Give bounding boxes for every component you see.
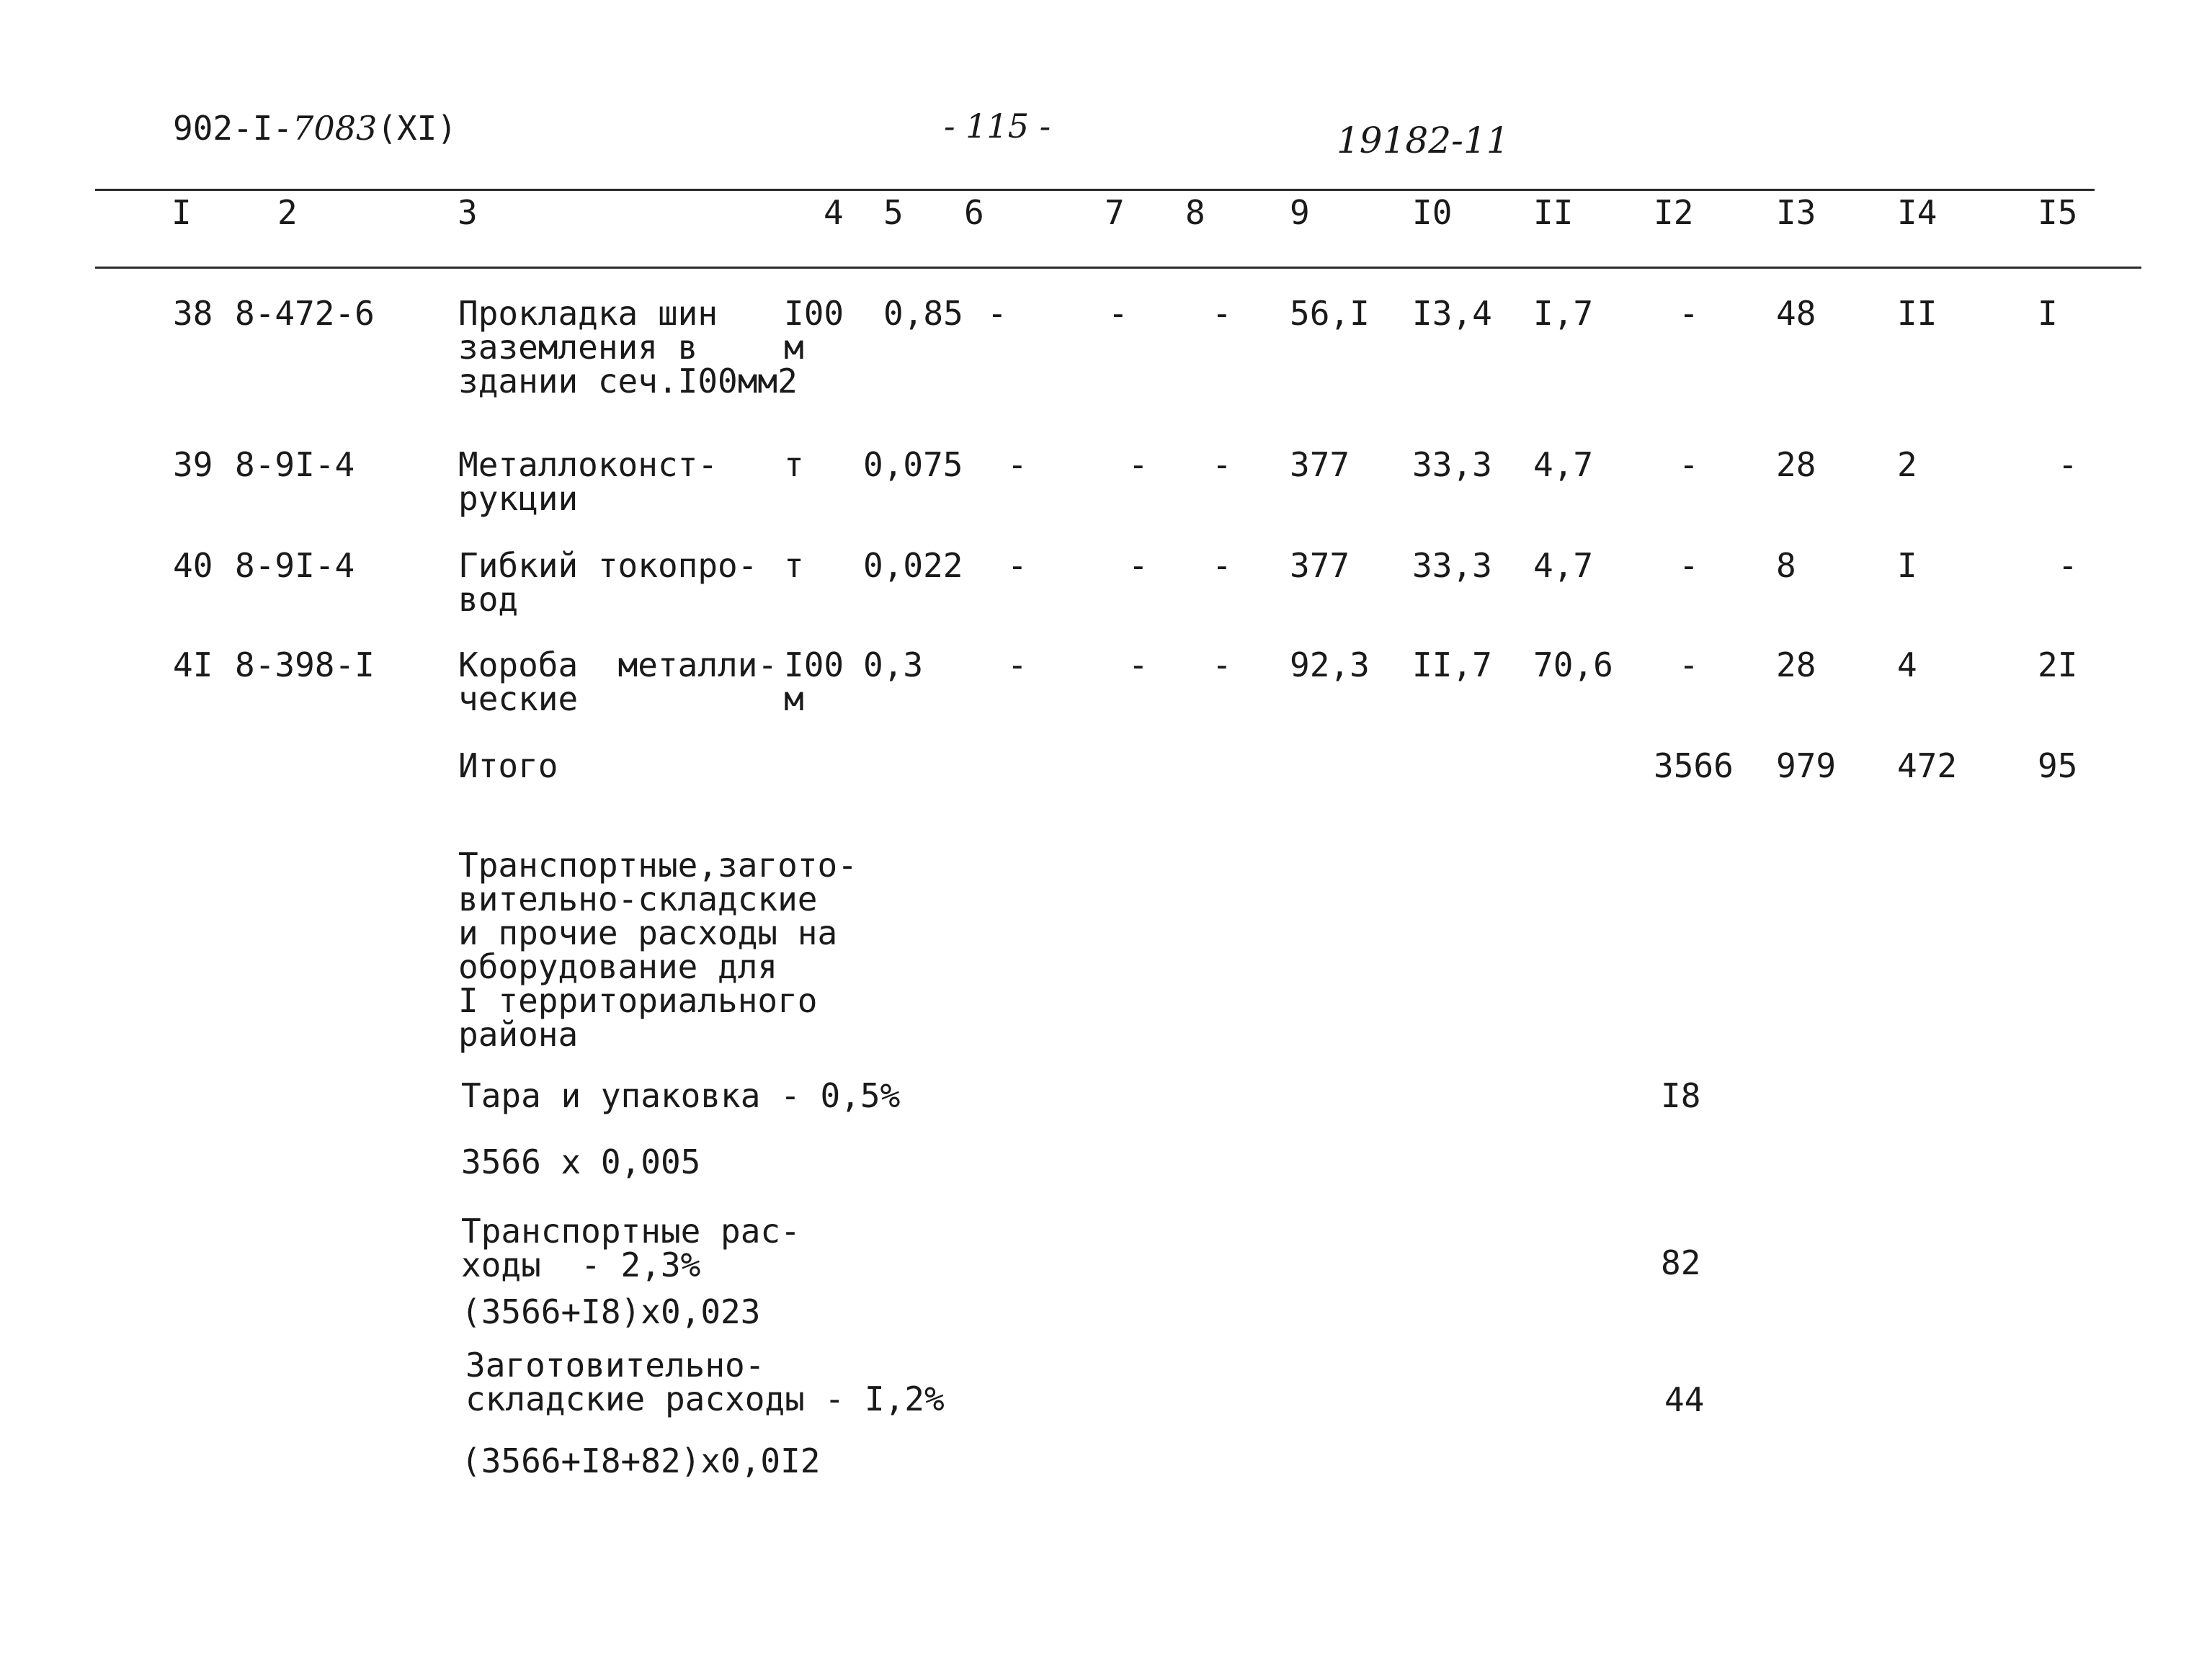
row-col11: I,7 (1533, 294, 1594, 333)
row-unit: т (784, 445, 804, 484)
tara-formula: 3566 x 0,005 (461, 1142, 701, 1181)
col-header-2: 2 (277, 193, 298, 232)
storage-value: 44 (1664, 1380, 1705, 1419)
inventory-number: 19182-11 (1337, 120, 1509, 161)
storage-formula: (3566+I8+82)x0,0I2 (461, 1441, 821, 1480)
row-col9: 377 (1290, 445, 1350, 484)
row-col13: 28 (1776, 645, 1816, 684)
row-col13: 28 (1776, 445, 1816, 484)
row-col6: - (1007, 445, 1027, 484)
col-header-9: 9 (1290, 193, 1310, 232)
row-name: Прокладка шин заземления в здании сеч.I00мм2 (458, 294, 798, 401)
col-header-4: 4 (824, 193, 844, 232)
row-col11: 4,7 (1533, 546, 1594, 585)
total-col13: 979 (1776, 746, 1837, 785)
storage-label: Заготовительно- складские расходы - I,2% (465, 1346, 945, 1418)
row-number: 4I (173, 645, 213, 684)
col-header-12: I2 (1654, 193, 1694, 232)
row-col6: - (987, 294, 1007, 333)
row-col14: II (1897, 294, 1937, 333)
row-col12: - (1679, 294, 1699, 333)
row-col7: - (1108, 294, 1128, 333)
row-col14: 2 (1897, 445, 1917, 484)
col-header-1: I (171, 193, 192, 232)
row-col12: - (1679, 546, 1699, 585)
row-code: 8-398-I (235, 645, 375, 684)
row-col15: I (2038, 294, 2058, 333)
row-name: Короба металли- ческие (458, 645, 778, 718)
tara-value: I8 (1661, 1076, 1701, 1115)
row-col14: I (1897, 546, 1917, 585)
col-header-10: I0 (1412, 193, 1453, 232)
row-col9: 56,I (1290, 294, 1370, 333)
row-col6: - (1007, 546, 1027, 585)
total-label: Итого (458, 746, 558, 785)
row-unit: т (784, 546, 804, 585)
row-col10: 33,3 (1412, 445, 1492, 484)
row-name: Гибкий токопро- вод (458, 546, 758, 619)
col-header-14: I4 (1897, 193, 1937, 232)
row-number: 39 (173, 445, 213, 484)
row-qty: 0,075 (863, 445, 963, 484)
row-col9: 377 (1290, 546, 1350, 585)
transport-formula: (3566+I8)x0,023 (461, 1292, 761, 1331)
row-col6: - (1007, 645, 1027, 684)
row-col13: 8 (1776, 546, 1796, 585)
total-col14: 472 (1897, 746, 1958, 785)
row-col15: - (2058, 445, 2078, 484)
document-code (173, 109, 458, 148)
row-col8: - (1212, 546, 1232, 585)
tara-label: Тара и упаковка - 0,5% (461, 1076, 901, 1115)
col-header-5: 5 (883, 193, 904, 232)
row-name: Металлоконст- рукции (458, 445, 718, 518)
col-header-6: 6 (964, 193, 984, 232)
row-col7: - (1128, 445, 1149, 484)
row-unit: I00 м (784, 294, 844, 367)
row-col7: - (1128, 546, 1149, 585)
total-col12: 3566 (1654, 746, 1734, 785)
row-col15: - (2058, 546, 2078, 585)
transport-label: Транспортные рас- ходы - 2,3% (461, 1212, 800, 1284)
col-header-7: 7 (1105, 193, 1125, 232)
row-col12: - (1679, 445, 1699, 484)
row-qty: 0,022 (863, 546, 963, 585)
row-qty: 0,85 (883, 294, 963, 333)
row-col14: 4 (1897, 645, 1917, 684)
document-code-suffix: (XI) (377, 109, 458, 148)
row-col11: 70,6 (1533, 645, 1613, 684)
page-number: - 115 - (944, 107, 1051, 146)
row-unit: I00 м (784, 645, 844, 718)
row-code: 8-9I-4 (235, 445, 355, 484)
row-col10: I3,4 (1412, 294, 1492, 333)
col-header-11: II (1533, 193, 1574, 232)
row-col12: - (1679, 645, 1699, 684)
transport-value: 82 (1661, 1243, 1701, 1282)
row-col10: 33,3 (1412, 546, 1492, 585)
row-col9: 92,3 (1290, 645, 1370, 684)
row-col10: II,7 (1412, 645, 1492, 684)
row-col15: 2I (2038, 645, 2078, 684)
col-header-8: 8 (1185, 193, 1205, 232)
col-header-15: I5 (2038, 193, 2078, 232)
row-number: 38 (173, 294, 213, 333)
row-code: 8-472-6 (235, 294, 375, 333)
row-code: 8-9I-4 (235, 546, 355, 585)
row-col8: - (1212, 645, 1232, 684)
document-code-prefix: 902-I- (173, 109, 293, 148)
row-col8: - (1212, 294, 1232, 333)
total-col15: 95 (2038, 746, 2078, 785)
row-qty: 0,3 (863, 645, 924, 684)
row-col13: 48 (1776, 294, 1816, 333)
row-col11: 4,7 (1533, 445, 1594, 484)
row-col8: - (1212, 445, 1232, 484)
col-header-13: I3 (1776, 193, 1816, 232)
transport-heading: Транспортные,загото- вительно-складские и прочие расходы на оборудование для I территориального района (458, 846, 857, 1054)
document-code-handwritten: 7083 (293, 109, 378, 148)
header-bottom-rule (95, 267, 2141, 269)
row-col7: - (1128, 645, 1149, 684)
col-header-3: 3 (458, 193, 478, 232)
row-number: 40 (173, 546, 213, 585)
header-top-rule (95, 189, 2095, 191)
